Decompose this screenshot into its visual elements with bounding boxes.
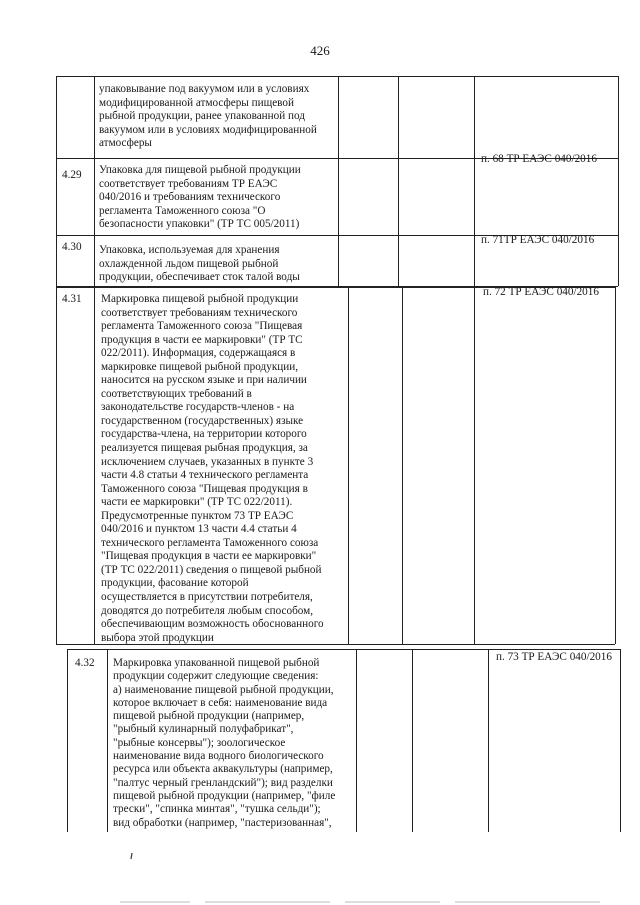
- requirement-text: Упаковка для пищевой рыбной продукции соответствует требованиям ТР ЕАЭС 040/2016 и требованиям технического регламента Таможенного союза "О безопасности упаковки" (ТР ТС 005/2011): [99, 164, 301, 231]
- table-border-left: [67, 649, 68, 832]
- requirement-text: упаковывание под вакуумом или в условиях модифицированной атмосферы пищевой рыбной продукции, ранее упакованной под вакуумом или в условиях модифицированной атмосферы: [99, 83, 317, 150]
- normative-reference: п. 73 ТР ЕАЭС 040/2016: [496, 651, 612, 663]
- column-separator: [356, 649, 357, 832]
- column-separator: [474, 76, 475, 286]
- row-number: 4.31: [62, 293, 82, 305]
- row-number: 4.30: [62, 241, 82, 253]
- table-border-top: [56, 76, 618, 77]
- column-separator: [402, 287, 403, 644]
- column-separator: [94, 287, 95, 644]
- column-separator: [94, 76, 95, 286]
- column-separator: [338, 76, 339, 286]
- normative-reference: п. 71ТР ЕАЭС 040/2016: [481, 234, 595, 246]
- table-border-top: [67, 649, 620, 650]
- table-border-left: [56, 287, 57, 644]
- table-border-right: [620, 649, 621, 832]
- row-number: 4.32: [75, 657, 95, 669]
- requirement-text: Упаковка, используемая для хранения охлажденной льдом пищевой рыбной продукции, обеспечивает сток талой воды: [99, 244, 300, 284]
- column-separator: [488, 649, 489, 832]
- requirement-text: Маркировка упакованной пищевой рыбной продукции содержит следующие сведения: а) наименование пищевой рыбной продукции, которое включает в себя: наименование вида пищевой рыбной продукции (например, "рыбный кулинарный полуфабрикат", "рыбные консервы"); зоологическое наименование вида водного биологического ресурса или объекта аквакультуры (например, "палтус черный гренландский"); вид разделки пищевой рыбной продукции (например, "филе трески", "спинка минтая", "тушка сельди"); вид обработки (например, "пастеризованная",: [113, 657, 336, 829]
- table-border-right: [615, 287, 616, 644]
- normative-reference: п. 68 ТР ЕАЭС 040/2016: [481, 153, 597, 165]
- column-separator: [412, 649, 413, 832]
- table-border-left: [56, 76, 57, 286]
- column-separator: [474, 287, 475, 644]
- column-separator: [107, 649, 108, 832]
- table-border-right: [618, 76, 619, 286]
- requirement-text: Маркировка пищевой рыбной продукции соответствует требованиям технического регламента Таможенного союза "Пищевая продукция в части ее маркировки" (ТР ТС 022/2011). Информация, содержащаяся в маркировке пищевой рыбной продукции, наносится на русском языке и при наличии соответствующих требований в законодательстве государств-членов - на государственном (государственных) языке государства-члена, на территории которого реализуется пищевая рыбная продукция, за исключением случаев, указанных в пункте 3 части 4.8 статьи 4 технического регламента Таможенного союза "Пищевая продукция в части ее маркировки" (ТР ТС 022/2011). Предусмотренные пунктом 73 ТР ЕАЭС 040/2016 и пунктом 13 части 4.4 статьи 4 технического регламента Таможенного союза "Пищевая продукция в части ее маркировки" (ТР ТС 022/2011) сведения о пищевой рыбной продукции, фасование которой осуществляется в присутствии потребителя, доводятся до потребителя любым способом, обеспечивающим возможность обоснованного выбора этой продукции: [101, 293, 324, 644]
- page-number: 426: [310, 43, 330, 58]
- column-separator: [398, 76, 399, 286]
- normative-reference: п. 72 ТР ЕАЭС 040/2016: [483, 286, 599, 298]
- row-number: 4.29: [62, 169, 82, 181]
- column-separator: [348, 287, 349, 644]
